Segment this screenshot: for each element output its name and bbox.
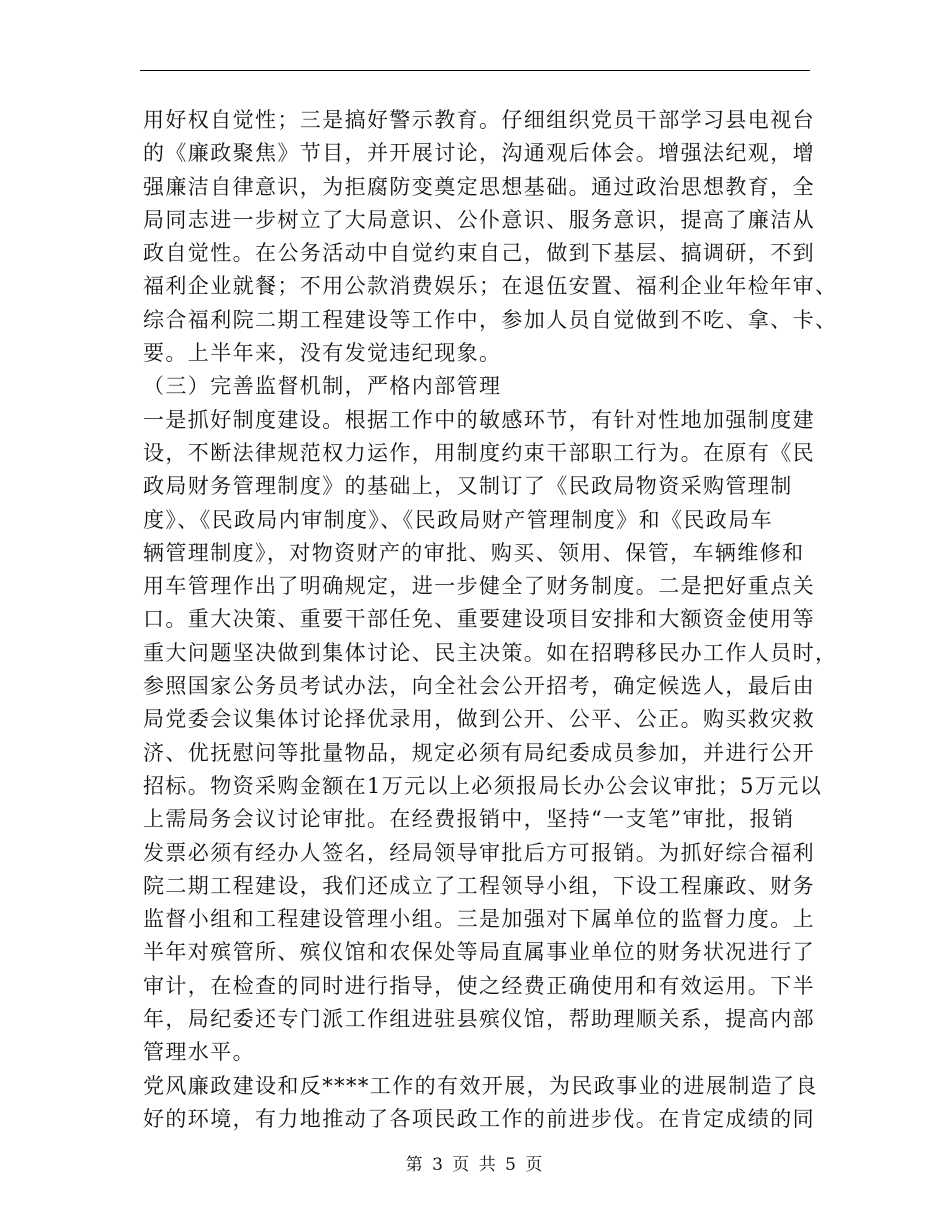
text-line: 福利企业就餐；不用公款消费娱乐；在退伍安置、福利企业年检年审、 [143,274,838,299]
text-line: 用车管理作出了明确规定，进一步健全了财务制度。二是把好重点关 [143,574,815,599]
text-line: 口。重大决策、重要干部任免、重要建设项目安排和大额资金使用等 [143,607,815,632]
text-line: 局同志进一步树立了大局意识、公仆意识、服务意识，提高了廉洁从 [143,207,815,232]
text-line: 强廉洁自律意识，为拒腐防变奠定思想基础。通过政治思想教育，全 [143,174,815,199]
text-line: 半年对殡管所、殡仪馆和农保处等局直属事业单位的财务状况进行了 [143,940,815,965]
text-line: 综合福利院二期工程建设等工作中，参加人员自觉做到不吃、拿、卡、 [143,307,838,332]
text-line: 的《廉政聚焦》节目，并开展讨论，沟通观后体会。增强法纪观，增 [143,141,815,166]
text-line: 度》、《民政局内审制度》、《民政局财产管理制度》和《民政局车 [143,507,773,532]
text-line: 院二期工程建设，我们还成立了工程领导小组，下设工程廉政、财务 [143,873,815,898]
text-line: 好的环境，有力地推动了各项民政工作的前进步伐。在肯定成绩的同 [143,1106,815,1131]
text-line: 审计，在检查的同时进行指导，使之经费正确使用和有效运用。下半 [143,973,815,998]
header-rule [140,70,810,71]
text-line: 重大问题坚决做到集体讨论、民主决策。如在招聘移民办工作人员时， [143,640,838,665]
text-line: 年，局纪委还专门派工作组进驻县殡仪馆，帮助理顺关系，提高内部 [143,1007,815,1032]
text-line: 招标。物资采购金额在1万元以上必须报局长办公会议审批；5万元以 [143,773,823,798]
text-line: 设，不断法律规范权力运作，用制度约束干部职工行为。在原有《民 [143,440,815,465]
text-line: 党风廉政建设和反****工作的有效开展，为民政事业的进展制造了良 [143,1073,818,1098]
text-line: 发票必须有经办人签名，经局领导审批后方可报销。为抓好综合福利 [143,840,815,865]
section-heading: （三）完善监督机制，严格内部管理 [143,374,502,399]
text-line: 一是抓好制度建设。根据工作中的敏感环节，有针对性地加强制度建 [143,407,815,432]
text-line: 参照国家公务员考试办法，向全社会公开招考，确定候选人，最后由 [143,674,815,699]
text-line: 局党委会议集体讨论择优录用，做到公开、公平、公正。购买救灾救 [143,707,815,732]
text-line: 上需局务会议讨论审批。在经费报销中，坚持“一支笔”审批，报销 [143,807,795,832]
text-line: 要。上半年来，没有发觉违纪现象。 [143,341,502,366]
text-line: 政局财务管理制度》的基础上，又制订了《民政局物资采购管理制 [143,474,793,499]
text-line: 监督小组和工程建设管理小组。三是加强对下属单位的监督力度。上 [143,907,815,932]
text-line: 政自觉性。在公务活动中自觉约束自己，做到下基层、搞调研，不到 [143,241,815,266]
page-number-footer: 第 3 页 共 5 页 [405,1155,545,1175]
document-body [143,104,838,1136]
text-line: 济、优抚慰问等批量物品，规定必须有局纪委成员参加，并进行公开 [143,740,815,765]
text-line: 用好权自觉性；三是搞好警示教育。仔细组织党员干部学习县电视台 [143,108,815,132]
text-line: 辆管理制度》，对物资财产的审批、购买、领用、保管，车辆维修和 [143,540,805,565]
text-line: 管理水平。 [143,1040,255,1065]
